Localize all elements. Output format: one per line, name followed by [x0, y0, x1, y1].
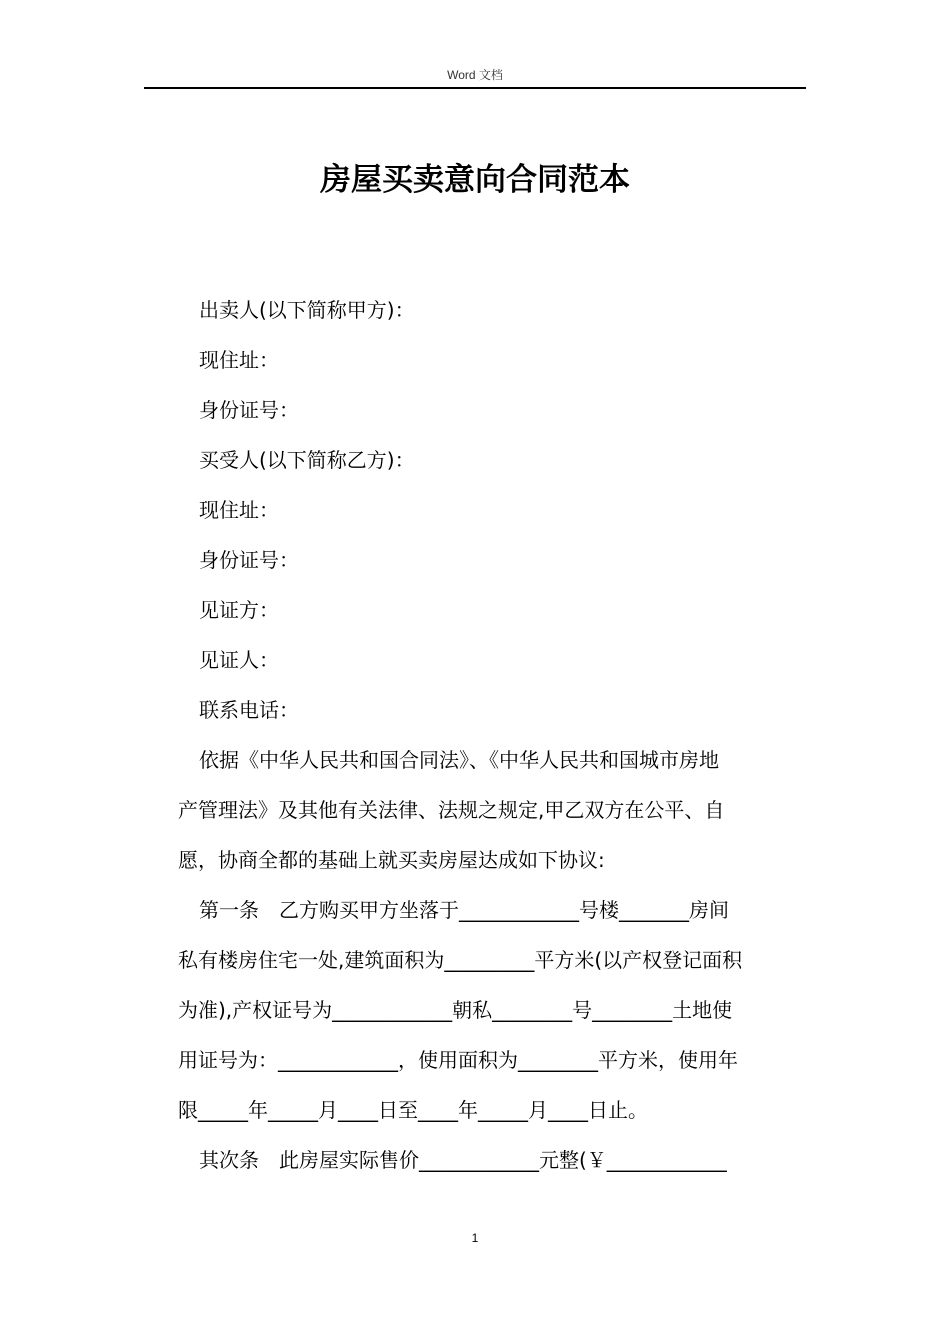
- article-1: [178, 885, 808, 1135]
- article-1-line: 限_____年_____月____日至____年_____月____日止。: [178, 1098, 648, 1122]
- intro-line: 依据《中华人民共和国合同法》、《中华人民共和国城市房地: [199, 748, 719, 772]
- field-buyer-address: 现住址：: [199, 498, 279, 522]
- article-2-line: 其次条 此房屋实际售价____________元整(￥____________: [199, 1148, 727, 1172]
- field-seller: 出卖人(以下简称甲方)：: [199, 298, 415, 322]
- field-contact-phone: 联系电话：: [199, 698, 299, 722]
- intro-paragraph: [178, 735, 808, 885]
- page-number: 1: [471, 1231, 479, 1245]
- document-body: [178, 285, 808, 1185]
- document-title: 房屋买卖意向合同范本: [320, 162, 630, 198]
- article-1-line: 第一条 乙方购买甲方坐落于____________号楼_______房间: [199, 898, 729, 922]
- field-witness-person: 见证人：: [199, 648, 279, 672]
- field-seller-address: 现住址：: [199, 348, 279, 372]
- field-buyer: 买受人(以下简称乙方)：: [199, 448, 415, 472]
- header-text: Word 文档: [447, 68, 503, 82]
- article-1-line: 用证号为：____________，使用面积为________平方米，使用年: [178, 1048, 738, 1072]
- intro-line: 产管理法》及其他有关法律、法规之规定,甲乙双方在公平、自: [178, 798, 725, 822]
- article-1-line: 私有楼房住宅一处,建筑面积为_________平方米(以产权登记面积: [178, 948, 743, 972]
- field-witness-party: 见证方：: [199, 598, 279, 622]
- field-buyer-id: 身份证号：: [199, 548, 299, 572]
- intro-line: 愿，协商全都的基础上就买卖房屋达成如下协议:: [178, 848, 605, 872]
- field-seller-id: 身份证号：: [199, 398, 299, 422]
- header-divider: [144, 87, 806, 89]
- article-1-line: 为准),产权证号为____________朝私________号________土地使: [178, 998, 733, 1022]
- article-2: [178, 1135, 808, 1185]
